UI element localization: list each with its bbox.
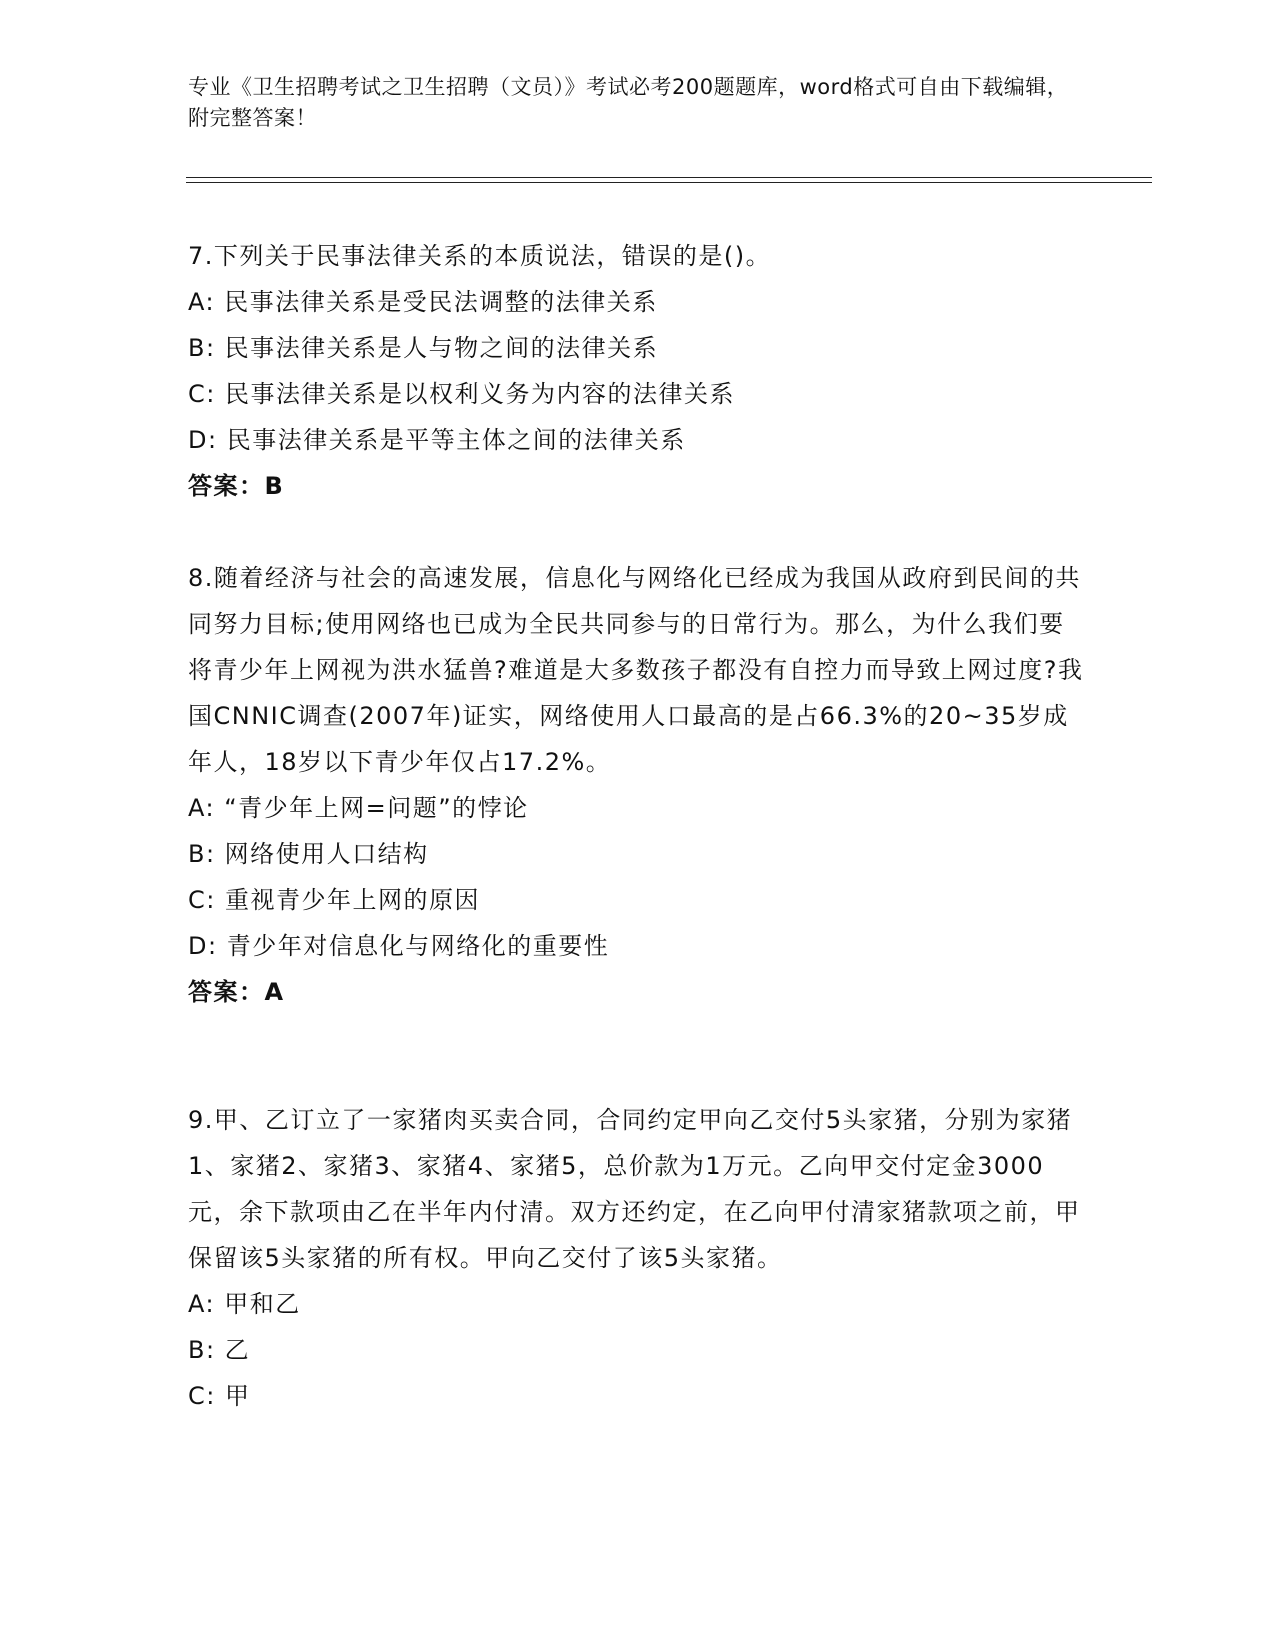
option-b: B: 民事法律关系是人与物之间的法律关系 [188, 334, 659, 362]
option-a: A: 民事法律关系是受民法调整的法律关系 [188, 288, 658, 316]
answer: 答案：A [188, 978, 285, 1006]
option-c: C: 甲 [188, 1382, 251, 1410]
question-9 [188, 1097, 1088, 1419]
option-c: C: 民事法律关系是以权利义务为内容的法律关系 [188, 380, 735, 408]
option-c: C: 重视青少年上网的原因 [188, 886, 480, 914]
option-b: B: 网络使用人口结构 [188, 840, 429, 868]
question-7 [188, 233, 1088, 509]
question-8 [188, 555, 1088, 1015]
option-b: B: 乙 [188, 1336, 251, 1364]
question-stem: 9.甲、乙订立了一家猪肉买卖合同，合同约定甲向乙交付5头家猪，分别为家猪1、家猪2、家猪3、家猪4、家猪5，总价款为1万元。乙向甲交付定金3000元，余下款项由乙在半年内付清。双方还约定，在乙向甲付清家猪款项之前，甲保留该5头家猪的所有权。甲向乙交付了该5头家猪。 [188, 1106, 1081, 1272]
header-divider-bottom [186, 182, 1152, 183]
option-d: D: 青少年对信息化与网络化的重要性 [188, 932, 610, 960]
answer: 答案：B [188, 472, 285, 500]
question-stem: 8.随着经济与社会的高速发展，信息化与网络化已经成为我国从政府到民间的共同努力目标;使用网络也已成为全民共同参与的日常行为。那么，为什么我们要将青少年上网视为洪水猛兽?难道是大多数孩子都没有自控力而导致上网过度?我国CNNIC调查(2007年)证实，网络使用人口最高的是占66.3%的20~35岁成年人，18岁以下青少年仅占17.2%。 [188, 564, 1084, 776]
header-divider-top [186, 177, 1152, 178]
question-stem: 7.下列关于民事法律关系的本质说法，错误的是()。 [188, 242, 772, 270]
option-d: D: 民事法律关系是平等主体之间的法律关系 [188, 426, 686, 454]
option-a: A: “青少年上网=问题”的悖论 [188, 794, 529, 822]
document-header: 专业《卫生招聘考试之卫生招聘（文员）》考试必考200题题库，word格式可自由下载编辑，附完整答案！ [188, 75, 1069, 130]
option-a: A: 甲和乙 [188, 1290, 301, 1318]
